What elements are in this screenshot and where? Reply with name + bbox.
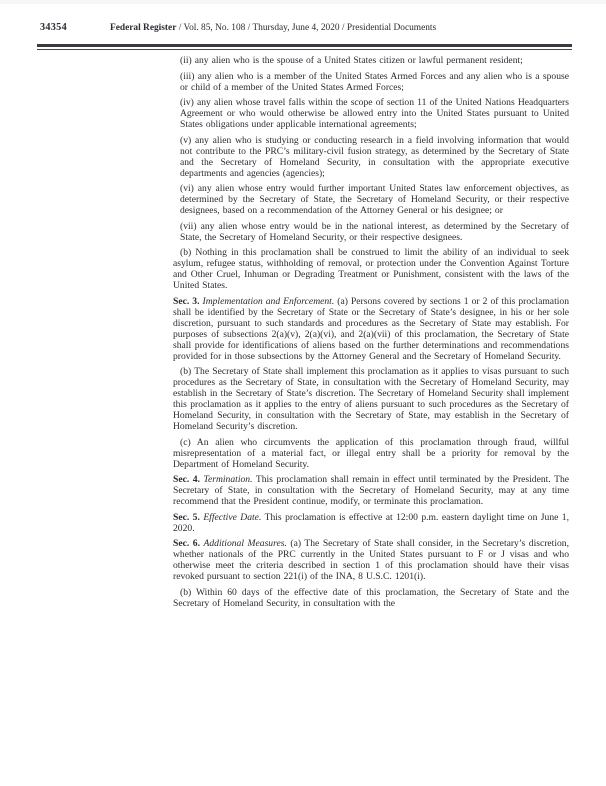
- issue-info: / Vol. 85, No. 108 / Thursday, June 4, 2020 / Presidential Documents: [178, 23, 437, 33]
- section-5-text: This proclamation is effective at 12:00 p.m. eastern daylight time on June 1, 2020.: [173, 511, 569, 534]
- section-4-text: This proclamation shall remain in effect until terminated by the President. The Secretary of State, in consultation with the Secretary of Homeland Security, may at any time recommend that the President continue, modify, or terminate this proclamation.: [173, 474, 569, 507]
- section-6-paragraph: [173, 538, 569, 582]
- section-3-title: Implementation and Enforcement.: [202, 295, 335, 307]
- section-6-text: (a) The Secretary of State shall consider, in the Secretary’s discretion, whether nationals of the PRC currently in the United States pursuant to F or J visas and who otherwise meet the criteria described in section 1 of this proclamation should have their visas revoked pursuant to section 221(i) of the INA, 8 U.S.C. 1201(i).: [173, 538, 570, 582]
- journal-title: Federal Register: [110, 23, 177, 33]
- document-body: [173, 55, 569, 613]
- clause-iii: (iii) any alien who is a member of the United States Armed Forces and any alien who is a spouse or child of a member of the United States Armed Forces;: [180, 70, 569, 93]
- clause-ii: (ii) any alien who is the spouse of a United States citizen or lawful permanent resident;: [180, 55, 523, 66]
- clause-iv: (iv) any alien whose travel falls within the scope of section 11 of the United Nations Headquarters Agreement or who would otherwise be allowed entry into the United States pursuant to United States obligations under applicable international agreements;: [180, 97, 569, 130]
- clause-vi: (vi) any alien whose entry would further important United States law enforcement objectives, as determined by the Secretary of State, the Secretary of Homeland Security, or their respective designees, based on a recommendation of the Attorney General or his designee; or: [180, 183, 569, 216]
- paragraph-sec3-b: (b) The Secretary of State shall implement this proclamation as it applies to visas pursuant to such procedures as the Secretary of State, in consultation with the Secretary of Homeland Security, may establish in the Secretary of State’s discretion. The Secretary of Homeland Security shall implement this proclamation as it applies to the entry of aliens pursuant to such procedures as the Secretary of Homeland Security, in consultation with the Secretary of State, may establish in the Secretary of Homeland Security’s discretion.: [173, 366, 569, 432]
- clause-v: (v) any alien who is studying or conducting research in a field involving information that would not contribute to the PRC’s military-civil fusion strategy, as determined by the Secretary of State and the Secretary of Homeland Security, in consultation with the appropriate executive departments and agencies (agencies);: [180, 134, 569, 179]
- running-head: [110, 22, 436, 34]
- paragraph-sec6-b: (b) Within 60 days of the effective date of this proclamation, the Secretary of State and the Secretary of Homeland Security, in consultation with the: [173, 586, 569, 609]
- paragraph-sec2-b: (b) Nothing in this proclamation shall be construed to limit the ability of an individual to seek asylum, refugee status, withholding of removal, or protection under the Convention Against Torture and Other Cruel, Inhuman or Degrading Treatment or Punishment, consistent with the laws of the United States.: [173, 247, 569, 291]
- page-top-edge: [0, 0, 606, 4]
- section-4-label: Sec. 4.: [173, 474, 200, 485]
- section-3-paragraph: [173, 296, 569, 362]
- section-3-text: (a) Persons covered by sections 1 or 2 of this proclamation shall be identified by the Secretary of State or the Secretary of State’s designee, in his or her sole discretion, pursuant to such standards and procedures as the Secretary of State may establish. For purposes of subsections 2(a)(v), 2(a)(vi), and 2(a)(vii) of this proclamation, the Secretary of State shall provide for identifications of aliens based on the further determinations and recommendations provided for in those subsections by the Attorney General and the Secretary of Homeland Security.: [173, 295, 569, 362]
- section-5-title: Effective Date.: [203, 511, 262, 523]
- section-4-title: Termination.: [203, 474, 253, 485]
- section-5-paragraph: [173, 512, 569, 534]
- header-rule: [37, 44, 572, 50]
- section-6-label: Sec. 6.: [173, 538, 200, 549]
- section-3-label: Sec. 3.: [173, 295, 200, 307]
- section-5-label: Sec. 5.: [173, 511, 200, 523]
- clause-vii: (vii) any alien whose entry would be in the national interest, as determined by the Secretary of State, the Secretary of Homeland Security, or their respective designees.: [180, 220, 569, 243]
- page-number: 34354: [40, 22, 67, 33]
- section-6-title: Additional Measures.: [203, 538, 287, 549]
- page-header: [40, 22, 572, 34]
- paragraph-sec3-c: (c) An alien who circumvents the application of this proclamation through fraud, willful misrepresentation of a material fact, or illegal entry shall be a priority for removal by the Department of Homeland Security.: [173, 436, 569, 470]
- section-4-paragraph: [173, 474, 569, 507]
